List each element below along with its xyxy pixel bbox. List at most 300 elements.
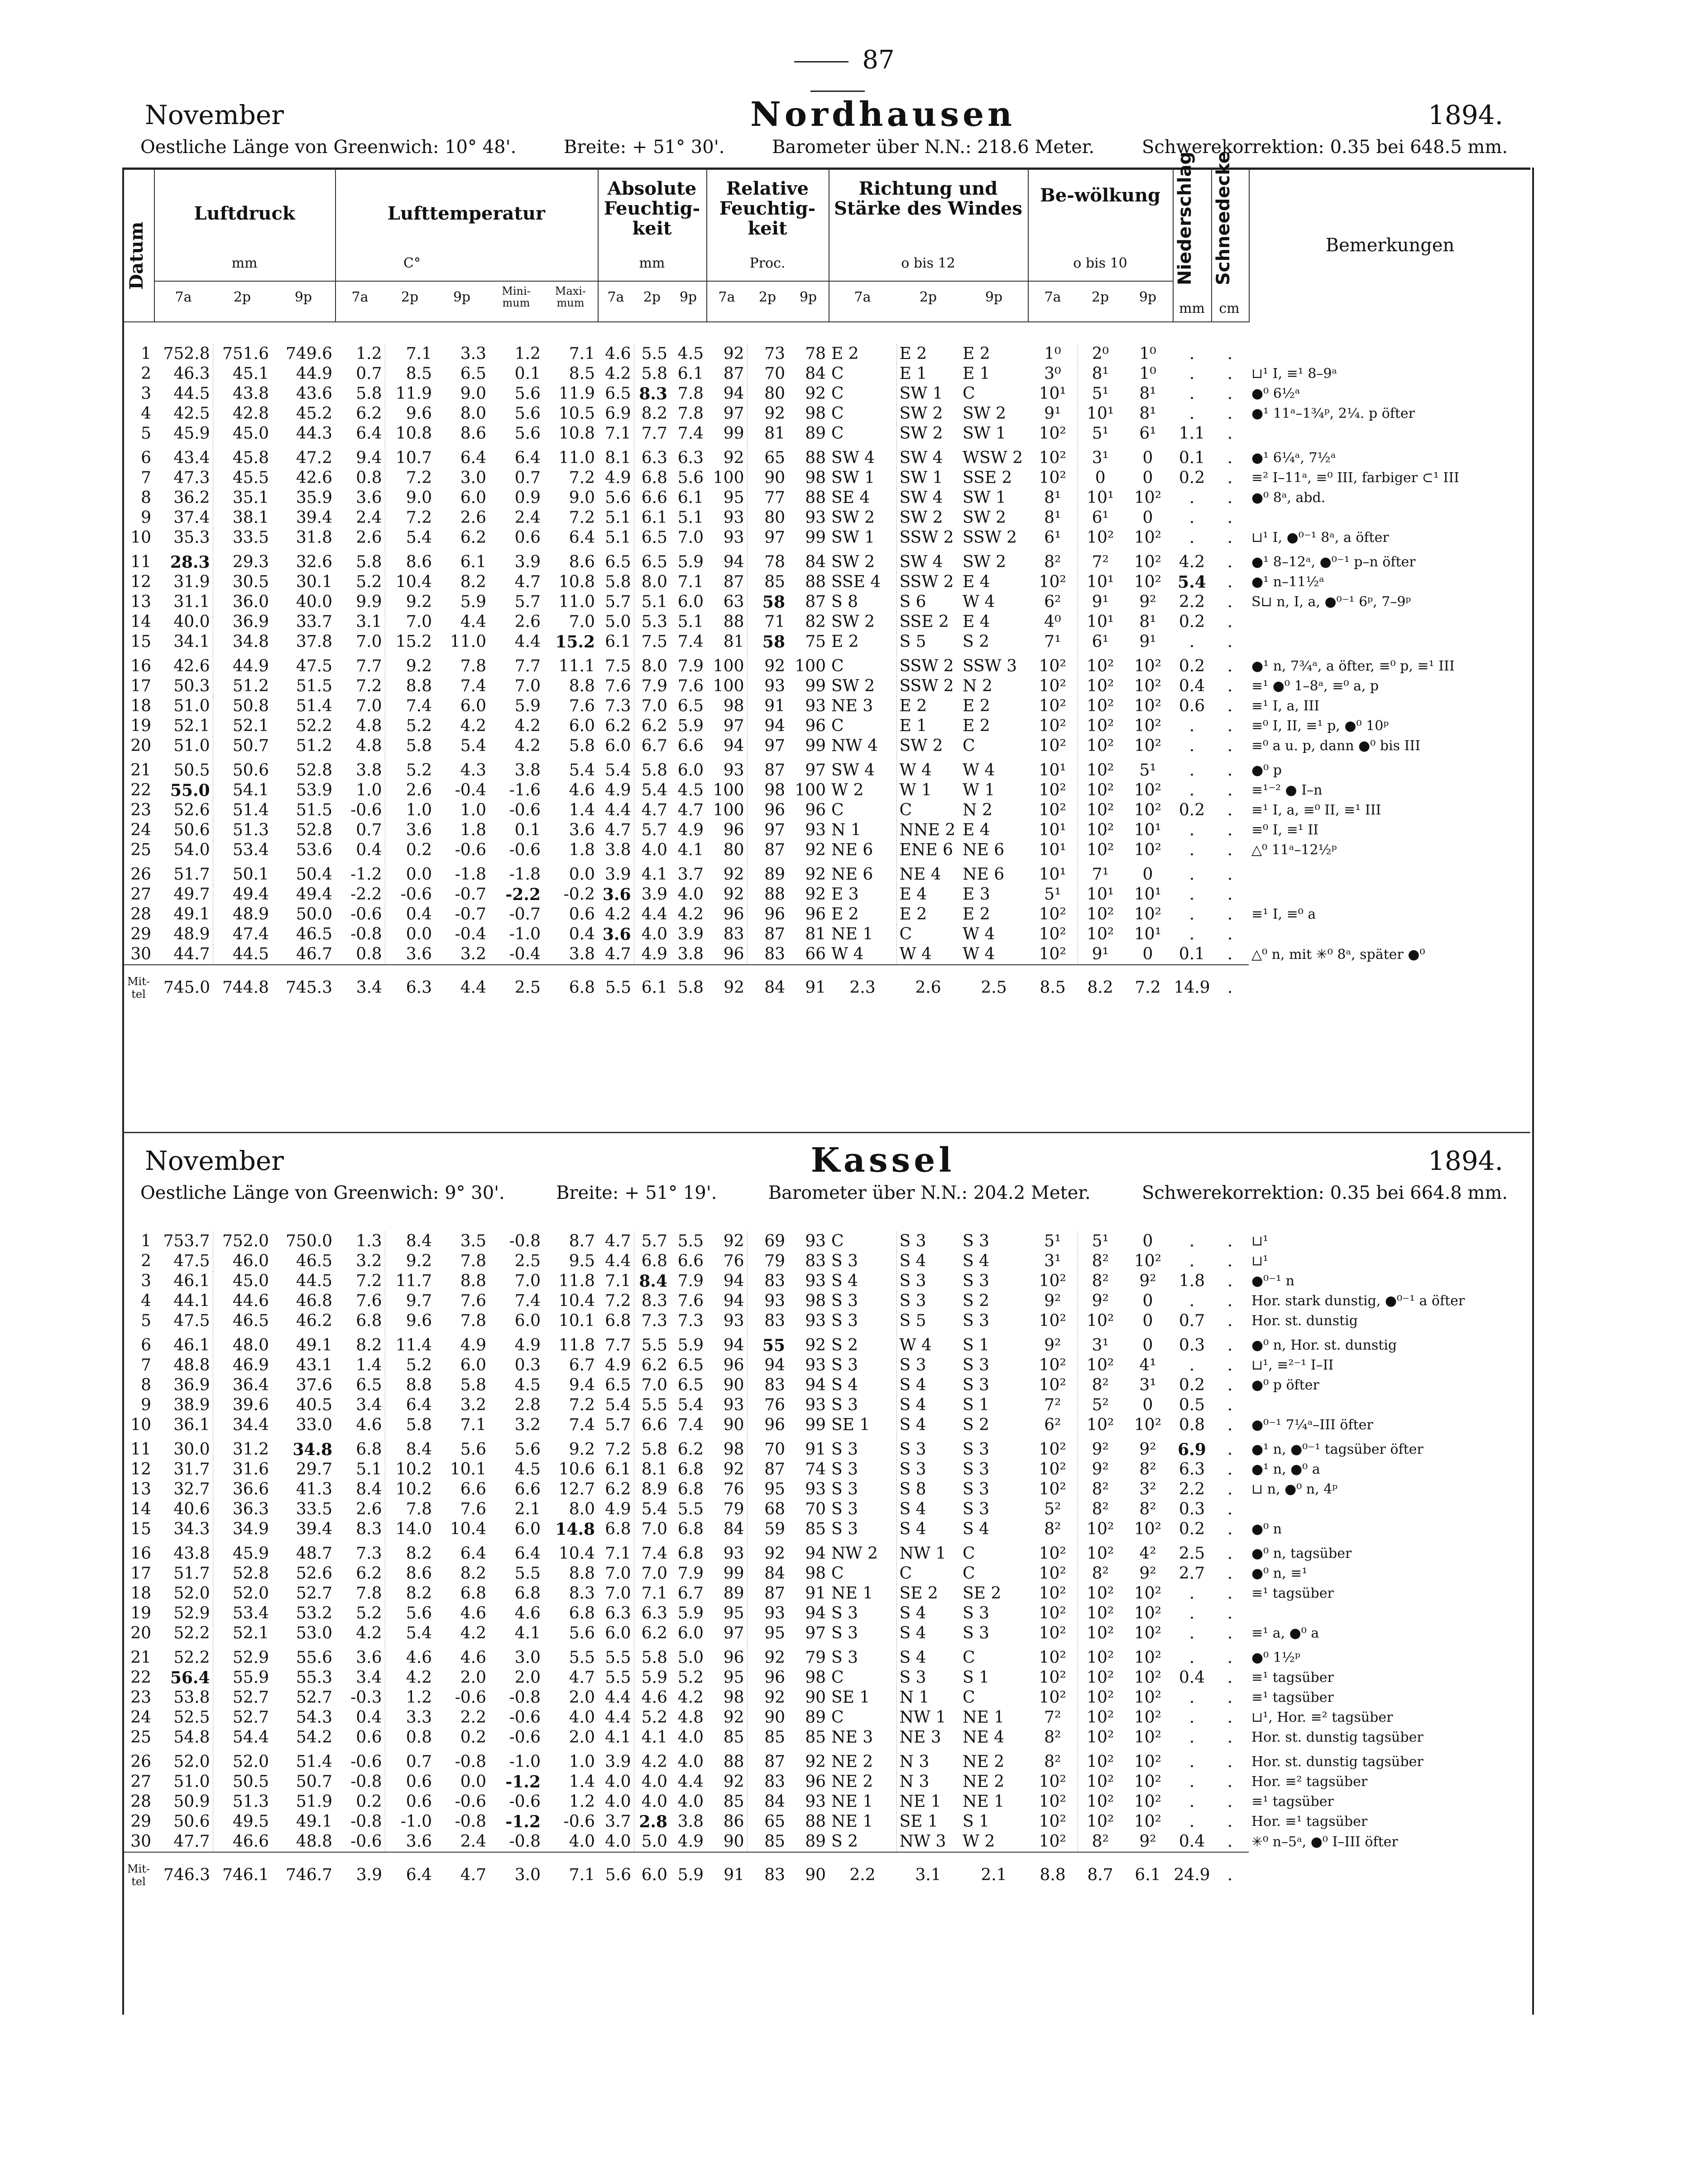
cell-temp-min: 0.6 xyxy=(514,528,541,547)
cell-temp-2p: 3.6 xyxy=(385,944,435,965)
table-row xyxy=(123,1435,1529,1460)
cell-wind-9p: C xyxy=(963,384,975,403)
cell-luftdruck-7a: 51.7 xyxy=(173,1564,210,1583)
cell-absf-9p: 4.4 xyxy=(677,1772,704,1791)
cell-bew-9p: 10² xyxy=(1134,1668,1162,1687)
cell-luftdruck-7a: 49.1 xyxy=(173,905,210,924)
cell-bew-2p: 9² xyxy=(1078,1435,1123,1460)
cell-relf-2p: 87 xyxy=(747,924,788,944)
cell-temp-max: 1.8 xyxy=(569,841,595,859)
cell-bemerkung: ●⁰ n, tagsüber xyxy=(1251,1546,1352,1561)
cell-relf-9p: 98 xyxy=(805,1292,826,1310)
cell-relf-7a: 85 xyxy=(723,1728,744,1747)
cell-relf-9p: 96 xyxy=(805,905,826,924)
cell-absf-7a: 6.1 xyxy=(605,1460,631,1479)
cell-relf-2p: 94 xyxy=(747,1355,788,1375)
cell-bew-2p: 9² xyxy=(1078,1291,1123,1311)
cell-relf-7a: 97 xyxy=(723,404,744,423)
cell-bew-2p: 8² xyxy=(1078,1480,1123,1499)
cell-luftdruck-9p: 52.7 xyxy=(296,1688,332,1707)
cell-temp-9p: -0.8 xyxy=(455,1812,486,1831)
cell-temp-min: -1.6 xyxy=(509,781,541,800)
cell-temp-7a: 0.7 xyxy=(356,821,382,839)
cell-wind-2p: S 5 xyxy=(896,632,960,652)
cell-temp-2p: 7.0 xyxy=(385,612,435,632)
cell-absf-7a: 5.1 xyxy=(605,508,631,527)
cell-bemerkung: ⊔¹, Hor. ≡² tagsüber xyxy=(1251,1710,1393,1725)
cell-niederschlag: 2.7 xyxy=(1179,1564,1205,1583)
cell-wind-9p: C xyxy=(963,1688,975,1707)
cell-luftdruck-2p: 31.2 xyxy=(213,1435,272,1460)
cell-temp-max: 2.0 xyxy=(569,1688,595,1707)
barometer-height: Barometer über N.N.: 218.6 Meter. xyxy=(772,137,1095,158)
cell-temp-min: 4.4 xyxy=(514,632,541,651)
cell-niederschlag: . xyxy=(1189,508,1195,527)
cell-temp-2p: 8.4 xyxy=(385,1231,435,1251)
cell-wind-7a: S 4 xyxy=(831,1272,858,1290)
cell-wind-7a: SW 2 xyxy=(831,613,875,631)
cell-temp-min: 5.7 xyxy=(514,593,541,611)
cell-wind-7a: N 1 xyxy=(831,821,861,839)
cell-temp-9p: 8.2 xyxy=(460,1564,486,1583)
cell-relf-9p: 93 xyxy=(805,1312,826,1330)
cell-bew-7a: 10² xyxy=(1039,1648,1066,1667)
cell-bew-7a: 10¹ xyxy=(1039,865,1066,884)
cell-relf-7a: 92 xyxy=(723,1772,744,1791)
cell-schneedecke: . xyxy=(1227,905,1233,924)
cell-bew-2p: 10² xyxy=(1078,528,1123,548)
cell-niederschlag: . xyxy=(1189,1292,1195,1310)
cell-niederschlag: . xyxy=(1189,345,1195,363)
cell-bemerkung: ≡¹ I, ≡⁰ a xyxy=(1251,906,1316,922)
cell-bew-7a: 8¹ xyxy=(1044,508,1061,527)
mittel-temp-9p: 4.7 xyxy=(435,1852,489,1898)
cell-relf-2p: 98 xyxy=(747,781,788,800)
cell-relf-7a: 93 xyxy=(723,508,744,527)
cell-absf-7a: 7.0 xyxy=(605,1584,631,1603)
cell-wind-9p: S 3 xyxy=(963,1460,990,1479)
cell-absf-2p: 5.8 xyxy=(634,756,670,781)
cell-temp-max: 9.4 xyxy=(569,1376,595,1394)
month: November xyxy=(145,100,284,130)
cell-bew-7a: 1⁰ xyxy=(1044,345,1061,363)
cell-luftdruck-2p: 44.5 xyxy=(213,944,272,965)
cell-bemerkung: ●⁰ n xyxy=(1251,1521,1282,1537)
cell-absf-9p: 3.7 xyxy=(677,865,704,884)
cell-relf-7a: 95 xyxy=(723,1668,744,1687)
mittel-relf-9p: 90 xyxy=(788,1852,829,1898)
kassel-table xyxy=(123,1231,1529,1898)
cell-temp-7a: 7.2 xyxy=(356,677,382,695)
cell-bew-7a: 10¹ xyxy=(1039,761,1066,780)
cell-schneedecke: . xyxy=(1227,1753,1233,1771)
cell-temp-9p: 4.4 xyxy=(460,613,486,631)
cell-wind-7a: SW 2 xyxy=(831,677,875,695)
cell-niederschlag: 0.7 xyxy=(1179,1312,1205,1330)
cell-luftdruck-7a: 44.5 xyxy=(173,384,210,403)
cell-temp-9p: 11.0 xyxy=(450,632,486,651)
cell-bew-9p: 8¹ xyxy=(1139,384,1156,403)
cell-wind-9p: NE 1 xyxy=(963,1708,1005,1727)
cell-relf-7a: 88 xyxy=(723,1753,744,1771)
table-row xyxy=(123,860,1529,885)
cell-wind-2p: SW 2 xyxy=(896,404,960,424)
cell-luftdruck-9p: 54.3 xyxy=(296,1708,332,1727)
cell-luftdruck-7a: 52.2 xyxy=(173,1648,210,1667)
cell-absf-9p: 7.9 xyxy=(677,1564,704,1583)
cell-temp-7a: 3.1 xyxy=(356,613,382,631)
cell-datum: 2 xyxy=(141,364,151,383)
cell-temp-2p: 8.8 xyxy=(385,676,435,696)
cell-luftdruck-2p: 52.8 xyxy=(213,1564,272,1584)
cell-absf-2p: 4.2 xyxy=(634,1748,670,1772)
cell-luftdruck-9p: 52.7 xyxy=(296,1584,332,1603)
sub-2p: 2p xyxy=(1091,289,1109,305)
cell-wind-2p: SW 1 xyxy=(896,384,960,404)
cell-luftdruck-9p: 52.8 xyxy=(296,761,332,780)
sub-7a: 7a xyxy=(1044,289,1061,305)
year: 1894. xyxy=(1428,1145,1503,1176)
cell-schneedecke: . xyxy=(1227,657,1233,675)
cell-wind-2p: S 3 xyxy=(896,1668,960,1688)
cell-schneedecke: . xyxy=(1227,1584,1233,1603)
cell-schneedecke: . xyxy=(1227,717,1233,735)
cell-bew-7a: 7² xyxy=(1044,1396,1061,1414)
cell-temp-2p: 5.4 xyxy=(385,1624,435,1643)
cell-wind-7a: NW 2 xyxy=(831,1544,878,1563)
cell-luftdruck-2p: 46.9 xyxy=(213,1355,272,1375)
cell-temp-9p: -0.6 xyxy=(455,1688,486,1707)
cell-bemerkung: ≡¹ tagsüber xyxy=(1251,1794,1334,1810)
cell-temp-7a: 8.4 xyxy=(356,1480,382,1499)
cell-wind-9p: SW 1 xyxy=(963,424,1007,443)
cell-luftdruck-7a: 46.3 xyxy=(173,364,210,383)
cell-relf-2p: 96 xyxy=(747,800,788,820)
cell-niederschlag: . xyxy=(1189,1812,1195,1831)
mittel-wind-7a: 2.3 xyxy=(829,965,896,1011)
cell-luftdruck-7a: 31.7 xyxy=(173,1460,210,1479)
sub-2p: 2p xyxy=(758,289,776,305)
cell-relf-9p: 78 xyxy=(805,345,826,363)
cell-bew-7a: 5¹ xyxy=(1044,1232,1061,1250)
cell-bemerkung xyxy=(1249,1499,1529,1519)
cell-temp-2p: -1.0 xyxy=(385,1812,435,1832)
mittel-temp-min: 2.5 xyxy=(489,965,543,1011)
cell-bew-2p: 10² xyxy=(1078,800,1123,820)
cell-temp-2p: 3.3 xyxy=(385,1708,435,1728)
cell-temp-min: 4.2 xyxy=(514,717,541,735)
cell-temp-min: -1.0 xyxy=(509,925,541,944)
cell-datum: 15 xyxy=(130,632,151,651)
cell-absf-9p: 6.8 xyxy=(677,1520,704,1538)
cell-wind-9p: W 4 xyxy=(963,945,995,963)
cell-bew-9p: 8² xyxy=(1139,1500,1156,1518)
mittel-wind-9p: 2.1 xyxy=(960,1852,1028,1898)
cell-luftdruck-7a: 36.2 xyxy=(173,489,210,507)
cell-temp-2p: 9.6 xyxy=(385,404,435,424)
cell-wind-9p: SW 2 xyxy=(963,553,1007,571)
cell-bew-2p: 10² xyxy=(1078,1519,1123,1539)
cell-luftdruck-7a: 54.0 xyxy=(173,841,210,859)
cell-bew-9p: 10² xyxy=(1134,573,1162,591)
cell-temp-9p: -0.4 xyxy=(455,781,486,800)
cell-absf-9p: 3.8 xyxy=(677,1812,704,1831)
cell-temp-max: 11.0 xyxy=(558,593,595,611)
cell-bew-2p: 10² xyxy=(1078,1415,1123,1435)
cell-absf-7a: 7.1 xyxy=(605,1272,631,1290)
cell-datum: 18 xyxy=(130,1584,151,1603)
cell-bew-7a: 10² xyxy=(1039,1440,1066,1459)
cell-bemerkung: ≡¹ ●⁰ 1–8ᵃ, ≡⁰ a, p xyxy=(1251,678,1379,694)
cell-temp-2p: 7.2 xyxy=(385,468,435,488)
cell-absf-7a: 4.9 xyxy=(605,781,631,800)
cell-bew-2p: 9² xyxy=(1078,1460,1123,1480)
cell-schneedecke: . xyxy=(1227,384,1233,403)
cell-relf-7a: 94 xyxy=(723,737,744,755)
cell-relf-7a: 98 xyxy=(723,1440,744,1459)
cell-luftdruck-2p: 55.9 xyxy=(213,1668,272,1688)
cell-bew-2p: 10² xyxy=(1078,1708,1123,1728)
cell-luftdruck-9p: 53.9 xyxy=(296,781,332,800)
cell-absf-9p: 5.9 xyxy=(677,553,704,571)
cell-schneedecke: . xyxy=(1227,1604,1233,1623)
col-rule xyxy=(1173,168,1174,322)
cell-niederschlag: . xyxy=(1189,1252,1195,1270)
cell-temp-min: 0.9 xyxy=(514,489,541,507)
cell-relf-9p: 94 xyxy=(805,1604,826,1623)
cell-absf-9p: 4.5 xyxy=(677,345,704,363)
cell-temp-2p: 10.2 xyxy=(385,1480,435,1499)
cell-bew-7a: 10¹ xyxy=(1039,821,1066,839)
cell-datum: 22 xyxy=(130,1668,151,1687)
cell-luftdruck-9p: 51.9 xyxy=(296,1792,332,1811)
cell-bemerkung: ●¹ 8–12ᵃ, ●⁰⁻¹ p–n öfter xyxy=(1251,554,1416,570)
cell-absf-9p: 5.5 xyxy=(677,1500,704,1518)
cell-temp-2p: 1.2 xyxy=(385,1688,435,1708)
cell-absf-7a: 5.4 xyxy=(605,761,631,780)
cell-absf-2p: 5.4 xyxy=(634,781,670,800)
cell-absf-9p: 6.8 xyxy=(677,1460,704,1479)
cell-absf-9p: 3.9 xyxy=(677,925,704,944)
cell-bew-7a: 5² xyxy=(1044,1500,1061,1518)
cell-luftdruck-2p: 52.9 xyxy=(213,1643,272,1668)
cell-relf-7a: 99 xyxy=(723,1564,744,1583)
cell-niederschlag: 0.2 xyxy=(1179,469,1205,487)
cell-absf-9p: 7.4 xyxy=(677,632,704,651)
cell-absf-9p: 5.0 xyxy=(677,1648,704,1667)
cell-temp-9p: -1.8 xyxy=(455,865,486,884)
cell-temp-7a: 3.6 xyxy=(356,489,382,507)
cell-datum: 27 xyxy=(130,885,151,904)
cell-temp-7a: 7.0 xyxy=(356,632,382,651)
cell-wind-7a: C xyxy=(831,1232,844,1250)
cell-bew-7a: 10² xyxy=(1039,905,1066,924)
cell-bew-2p: 10² xyxy=(1078,1604,1123,1624)
cell-absf-7a: 4.4 xyxy=(605,801,631,819)
cell-relf-7a: 76 xyxy=(723,1252,744,1270)
cell-relf-7a: 94 xyxy=(723,553,744,571)
cell-wind-2p: S 6 xyxy=(896,592,960,612)
cell-absf-2p: 4.7 xyxy=(634,800,670,820)
cell-datum: 12 xyxy=(130,573,151,591)
table-row xyxy=(123,800,1529,820)
cell-niederschlag: 1.8 xyxy=(1179,1272,1205,1290)
cell-relf-7a: 86 xyxy=(723,1812,744,1831)
col-rel-feuchte: Relative Feuchtig-keit xyxy=(719,178,816,239)
cell-wind-9p: E 2 xyxy=(963,697,990,715)
cell-luftdruck-2p: 29.3 xyxy=(213,548,272,572)
cell-wind-9p: NE 6 xyxy=(963,841,1005,859)
cell-absf-2p: 7.0 xyxy=(634,1375,670,1395)
cell-luftdruck-7a: 52.1 xyxy=(173,717,210,735)
cell-niederschlag: 0.2 xyxy=(1179,801,1205,819)
cell-relf-2p: 93 xyxy=(747,1291,788,1311)
cell-temp-min: 2.1 xyxy=(514,1500,541,1518)
cell-absf-2p: 5.5 xyxy=(634,344,670,364)
cell-temp-9p: 5.9 xyxy=(460,593,486,611)
cell-wind-2p: E 1 xyxy=(896,716,960,736)
cell-bew-7a: 8² xyxy=(1044,1728,1061,1747)
cell-wind-7a: SE 4 xyxy=(831,489,870,507)
cell-relf-7a: 80 xyxy=(723,841,744,859)
cell-datum: 10 xyxy=(130,528,151,547)
cell-bew-9p: 10² xyxy=(1134,1772,1162,1791)
cell-temp-2p: 5.8 xyxy=(385,1415,435,1435)
table-row xyxy=(123,676,1529,696)
cell-relf-2p: 73 xyxy=(747,344,788,364)
cell-luftdruck-7a: 35.3 xyxy=(173,528,210,547)
cell-schneedecke: . xyxy=(1227,1356,1233,1375)
cell-luftdruck-7a: 46.1 xyxy=(173,1336,210,1355)
cell-absf-9p: 7.6 xyxy=(677,1292,704,1310)
cell-absf-9p: 6.8 xyxy=(677,1544,704,1563)
cell-bemerkung: ●⁰⁻¹ n xyxy=(1251,1273,1294,1289)
cell-wind-2p: S 3 xyxy=(896,1460,960,1480)
cell-relf-7a: 92 xyxy=(723,1232,744,1250)
cell-wind-2p: SW 1 xyxy=(896,468,960,488)
cell-relf-9p: 100 xyxy=(795,781,826,800)
cell-temp-min: 0.7 xyxy=(514,469,541,487)
cell-relf-7a: 93 xyxy=(723,528,744,547)
cell-temp-7a: 7.6 xyxy=(356,1292,382,1310)
cell-temp-max: 7.2 xyxy=(569,469,595,487)
cell-temp-max: 0.4 xyxy=(569,925,595,944)
cell-luftdruck-2p: 36.4 xyxy=(213,1375,272,1395)
cell-temp-7a: 4.8 xyxy=(356,737,382,755)
cell-relf-7a: 93 xyxy=(723,1544,744,1563)
cell-wind-9p: C xyxy=(963,1544,975,1563)
cell-bew-7a: 10² xyxy=(1039,697,1066,715)
cell-niederschlag: . xyxy=(1189,364,1195,383)
cell-temp-2p: 8.2 xyxy=(385,1539,435,1564)
cell-temp-7a: -0.3 xyxy=(350,1688,382,1707)
cell-temp-9p: 0.2 xyxy=(460,1728,486,1747)
cell-luftdruck-9p: 37.8 xyxy=(296,632,332,651)
cell-niederschlag: 0.3 xyxy=(1179,1500,1205,1518)
cell-niederschlag: . xyxy=(1189,528,1195,547)
cell-wind-2p: S 4 xyxy=(896,1415,960,1435)
cell-temp-max: 8.8 xyxy=(569,677,595,695)
cell-bew-9p: 0 xyxy=(1142,1336,1153,1355)
cell-absf-7a: 3.7 xyxy=(605,1812,631,1831)
cell-relf-7a: 93 xyxy=(723,1396,744,1414)
cell-luftdruck-7a: 36.1 xyxy=(173,1416,210,1434)
cell-bemerkung: ≡¹ I, a, ≡⁰ II, ≡¹ III xyxy=(1251,802,1381,818)
cell-relf-9p: 98 xyxy=(805,1668,826,1687)
cell-temp-9p: 6.4 xyxy=(460,1544,486,1563)
cell-temp-9p: 1.0 xyxy=(460,801,486,819)
cell-bemerkung: ≡¹ I, a, III xyxy=(1251,698,1320,714)
cell-datum: 30 xyxy=(130,1832,151,1851)
cell-bew-9p: 10¹ xyxy=(1134,925,1162,944)
cell-schneedecke: . xyxy=(1227,781,1233,800)
cell-relf-2p: 69 xyxy=(747,1231,788,1251)
cell-wind-7a: S 4 xyxy=(831,1376,858,1394)
cell-bew-9p: 10² xyxy=(1134,528,1162,547)
cell-luftdruck-2p: 35.1 xyxy=(213,488,272,508)
table-row xyxy=(123,696,1529,716)
cell-niederschlag: 1.1 xyxy=(1179,424,1205,443)
cell-datum: 14 xyxy=(130,1500,151,1518)
cell-temp-min: 4.7 xyxy=(514,573,541,591)
cell-niederschlag: 0.1 xyxy=(1179,945,1205,963)
cell-datum: 19 xyxy=(130,1604,151,1623)
cell-wind-2p: NW 1 xyxy=(896,1708,960,1728)
cell-bemerkung: Hor. stark dunstig, ●⁰⁻¹ a öfter xyxy=(1251,1293,1465,1309)
cell-wind-7a: SW 1 xyxy=(831,469,875,487)
cell-luftdruck-2p: 751.6 xyxy=(213,344,272,364)
cell-datum: 24 xyxy=(130,1708,151,1727)
cell-luftdruck-9p: 33.5 xyxy=(296,1500,332,1518)
cell-temp-9p: 4.6 xyxy=(460,1604,486,1623)
barometer-height: Barometer über N.N.: 204.2 Meter. xyxy=(768,1183,1091,1203)
cell-temp-2p: 0.2 xyxy=(385,840,435,860)
cell-bemerkung xyxy=(1249,924,1529,944)
cell-relf-9p: 97 xyxy=(805,761,826,780)
cell-temp-9p: 6.0 xyxy=(460,489,486,507)
cell-bew-7a: 10² xyxy=(1039,1584,1066,1603)
cell-niederschlag: 0.2 xyxy=(1179,1520,1205,1538)
cell-wind-2p: W 1 xyxy=(896,781,960,800)
cell-temp-7a: 8.3 xyxy=(356,1520,382,1538)
sub-9p: 9p xyxy=(679,289,697,305)
cell-luftdruck-9p: 53.2 xyxy=(296,1604,332,1623)
cell-bemerkung xyxy=(1249,508,1529,528)
cell-bew-2p: 3¹ xyxy=(1078,444,1123,468)
mittel-temp-min: 3.0 xyxy=(489,1852,543,1898)
cell-luftdruck-7a: 56.4 xyxy=(170,1668,210,1687)
cell-wind-2p: S 3 xyxy=(896,1291,960,1311)
cell-absf-2p: 7.7 xyxy=(634,424,670,444)
cell-temp-9p: 4.3 xyxy=(460,761,486,780)
cell-absf-2p: 7.3 xyxy=(634,1311,670,1331)
cell-datum: 9 xyxy=(141,1396,151,1414)
cell-niederschlag: 0.2 xyxy=(1179,1376,1205,1394)
cell-temp-7a: 4.8 xyxy=(356,717,382,735)
cell-bew-7a: 10² xyxy=(1039,781,1066,800)
cell-wind-2p: SSW 2 xyxy=(896,528,960,548)
cell-wind-9p: S 4 xyxy=(963,1252,990,1270)
cell-bew-7a: 9¹ xyxy=(1044,404,1061,423)
sub-2p: 2p xyxy=(233,289,251,305)
cell-bew-7a: 10² xyxy=(1039,1376,1066,1394)
cell-absf-9p: 5.1 xyxy=(677,508,704,527)
sub-9p: 9p xyxy=(1139,289,1157,305)
cell-luftdruck-2p: 752.0 xyxy=(213,1231,272,1251)
cell-wind-2p: SW 4 xyxy=(896,488,960,508)
cell-absf-2p: 5.5 xyxy=(634,1331,670,1355)
col-rule xyxy=(335,168,336,322)
